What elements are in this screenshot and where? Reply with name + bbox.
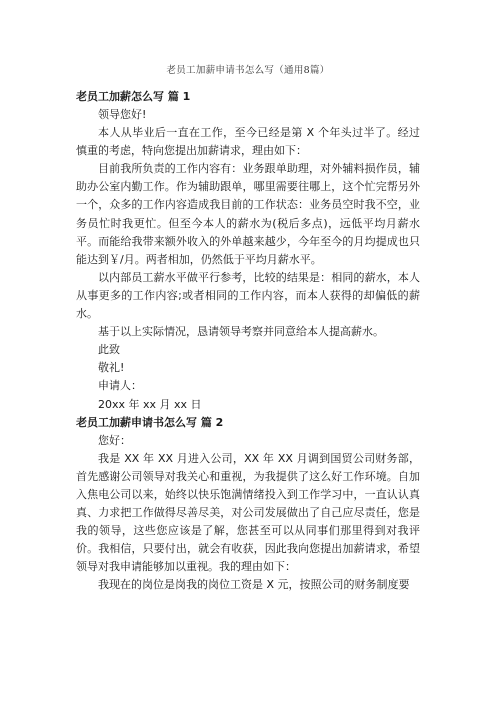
paragraph: 我是 XX 年 XX 月进入公司，XX 年 XX 月调到国贸公司财务部，首先感谢公司领导对我关心和重视，为我提供了这么好工作环境。自加入焦电公司以来，始终以快乐饱满情绪投入到工作学习中，一直认认真真、力求把工作做得尽善尽美，对公司发展做出了自己应尽责任，您是我的领导，这些您应该是了解，您甚至可以从同事们那里得到对我评价。我相信，只要付出，就会有收获，因此我向您提出加薪请求，希望领导对我申请能够加以重视。我的理由如下： <box>76 451 420 574</box>
paragraph: 我现在的岗位是岗我的岗位工资是 X 元，按照公司的财务制度要 <box>98 578 410 592</box>
applicant-label: 申请人： <box>98 379 142 393</box>
closing-salutation: 此致 <box>98 343 120 357</box>
paragraph: 基于以上实际情况，恳请领导考察并同意给本人提高薪水。 <box>98 325 384 339</box>
application-date: 20xx 年 xx 月 xx 日 <box>98 397 202 411</box>
paragraph: 本人从毕业后一直在工作，至今已经是第 X 个年头过半了。经过慎重的考虑，特向您提出加薪请求，理由如下： <box>76 126 420 158</box>
closing-regards: 敬礼! <box>98 361 125 375</box>
paragraph: 目前我所负责的工作内容有：业务跟单助理，对外辅料损作员，辅助办公室内勤工作。作为辅助跟单，哪里需要往哪上，这个忙完帮另外一个，众多的工作内容造成我目前的工作状态：业务员空时我不空，业务员忙时我更忙。但至今本人的薪水为(税后多点)，远低平均月薪水平。而能给我带来额外收入的外单越来越少，今年至今的月均提成也只能达到￥/月。两者相加，仍然低于平均月薪水平。 <box>76 162 420 266</box>
section-heading: 老员工加薪申请书怎么写 篇 2 <box>76 415 224 429</box>
document-body <box>76 88 420 594</box>
paragraph: 您好： <box>98 433 131 447</box>
paragraph: 以内部员工薪水平做平行参考，比较的结果是：相同的薪水，本人从事更多的工作内容;或者相同的工作内容，而本人获得的却偏低的薪水。 <box>76 270 420 321</box>
paragraph: 领导您好! <box>98 108 147 121</box>
section-heading: 老员工加薪怎么写 篇 1 <box>76 90 191 103</box>
document-title: 老员工加薪申请书怎么写（通用8篇） <box>166 65 330 76</box>
